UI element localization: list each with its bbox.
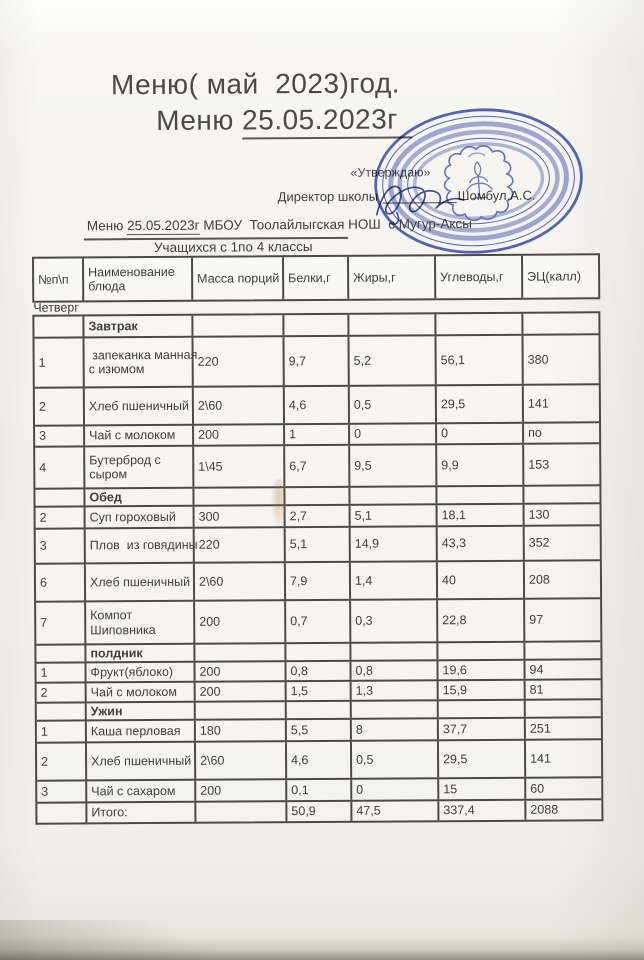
table-cell: 97: [529, 612, 544, 628]
table-cell: 37,7: [439, 719, 526, 740]
table-cell: 1,4: [351, 562, 438, 599]
table-cell: 4: [35, 447, 85, 487]
table-cell: [196, 702, 287, 719]
total-row: [37, 800, 601, 822]
table-cell: 47,5: [352, 801, 439, 821]
table-row: [35, 444, 599, 489]
subtitle-date-underlined: 25.05.2023г: [242, 103, 412, 139]
menu-org-line: [87, 216, 472, 233]
menu-table-body: [32, 311, 603, 824]
day-label: Четверг: [33, 300, 79, 315]
header-proteins: Белки,г: [284, 257, 349, 299]
table-cell: 0,5: [352, 741, 439, 778]
table-cell: 1\45: [194, 446, 285, 487]
table-cell: 200: [195, 662, 286, 681]
table-cell: 2\60: [194, 387, 285, 424]
table-cell: [526, 700, 601, 716]
menu-table-header: [32, 253, 600, 302]
table-cell: 1: [37, 721, 87, 741]
header-fats: Жиры,г: [349, 256, 436, 299]
paper-stain: [271, 478, 286, 526]
table-cell: Плов из говядины: [86, 529, 195, 563]
table-cell: 200: [194, 425, 285, 445]
table-cell: 220: [195, 528, 286, 562]
table-cell: 0,1: [287, 780, 352, 800]
table-cell: 2: [37, 743, 87, 779]
table-cell: 15,9: [439, 681, 526, 700]
table-cell: 200: [196, 682, 287, 701]
table-cell: [437, 487, 524, 504]
table-cell: 19,6: [438, 661, 525, 680]
table-cell: [285, 488, 350, 504]
table-cell: Каша перловая: [87, 721, 196, 742]
table-cell: 1,5: [287, 682, 352, 700]
table-cell: [37, 803, 87, 822]
table-cell: [438, 643, 525, 660]
director-name: Шомбул.А.С.: [457, 187, 536, 204]
table-cell: 141: [527, 396, 549, 411]
table-cell: 251: [529, 721, 551, 736]
table-cell: 9,5: [350, 445, 437, 486]
table-row: [34, 335, 598, 388]
table-cell: Компот Шиповника: [86, 602, 195, 644]
table-cell: 0,8: [286, 662, 351, 680]
table-cell: Хлеб пшеничный: [85, 388, 194, 425]
table-cell: 180: [196, 720, 287, 741]
table-cell: 3: [35, 426, 85, 445]
table-cell: 337,4: [439, 801, 526, 821]
table-cell: 3: [36, 529, 86, 562]
table-cell: 5,2: [349, 336, 436, 385]
table-cell: 81: [529, 682, 544, 697]
table-cell: 7,9: [286, 563, 351, 599]
table-row: [37, 740, 601, 781]
table-cell: 2\60: [196, 742, 287, 779]
table-cell: 60: [530, 781, 545, 796]
table-cell: 5,5: [287, 720, 352, 740]
table-cell: Хлеб пшеничный: [86, 564, 195, 601]
table-cell: 0: [352, 779, 439, 800]
section-label: полдник: [86, 645, 195, 662]
table-cell: 200: [196, 780, 287, 801]
table-cell: 352: [528, 535, 550, 551]
table-cell: 0,3: [351, 600, 438, 642]
table-cell: 220: [193, 337, 284, 386]
table-cell: Хлеб пшеничный: [87, 743, 196, 780]
table-cell: 300: [195, 506, 286, 527]
table-cell: [196, 802, 287, 822]
table-cell: Бутерброд с сыром: [85, 447, 194, 488]
table-cell: 5,1: [351, 505, 438, 526]
table-cell: 15: [439, 779, 526, 800]
header-energy: ЭЦ(калл): [527, 269, 582, 284]
header-portion-mass: Масса порций: [193, 257, 284, 300]
table-cell: 7: [36, 602, 86, 643]
table-cell: 18,1: [438, 505, 525, 526]
table-cell: [36, 645, 86, 661]
table-cell: [350, 487, 437, 504]
table-cell: Чай с сахаром: [87, 781, 196, 802]
table-cell: 29,5: [439, 741, 526, 778]
table-cell: 1,3: [352, 681, 439, 700]
table-cell: 2: [36, 507, 86, 527]
section-label: Обед: [85, 489, 194, 506]
table-cell: 2,7: [286, 506, 351, 526]
table-cell: 141: [530, 751, 551, 766]
table-cell: 9,7: [284, 337, 349, 385]
table-cell: 208: [528, 572, 550, 587]
header-carbs: Углеводы,г: [436, 256, 523, 299]
table-cell: [193, 315, 284, 336]
table-cell: [195, 644, 286, 661]
table-cell: Суп гороховый: [86, 507, 195, 528]
table-cell: [284, 315, 349, 335]
table-cell: [34, 316, 84, 336]
table-cell: по: [528, 425, 542, 441]
table-cell: запеканка манная с изюмом: [84, 338, 193, 387]
table-cell: [351, 643, 438, 660]
table-cell: [524, 486, 599, 502]
table-cell: 9,9: [437, 445, 524, 486]
table-cell: 56,1: [436, 336, 523, 385]
table-cell: [525, 642, 600, 658]
table-cell: [287, 702, 352, 718]
table-cell: 4,6: [287, 742, 352, 778]
table-cell: [286, 644, 351, 660]
table-cell: 0: [437, 424, 524, 444]
table-cell: 6: [36, 564, 86, 600]
table-cell: 0,5: [350, 386, 437, 423]
table-cell: 8: [352, 719, 439, 740]
table-cell: 40: [438, 562, 525, 599]
table-row: [36, 561, 600, 602]
table-cell: 0,7: [286, 601, 351, 642]
table-cell: 0: [350, 424, 437, 444]
section-label: Ужин: [87, 703, 196, 720]
table-cell: 2: [37, 683, 87, 701]
table-cell: 380: [527, 352, 549, 367]
header-number: №п\п: [34, 258, 84, 300]
table-cell: 2: [35, 388, 85, 424]
org-line-prefix: Меню: [86, 218, 128, 234]
header-dish-name: Наименование блюда: [84, 258, 193, 301]
table-cell: 94: [529, 662, 544, 677]
table-row: [35, 385, 599, 426]
table-cell: 1: [34, 338, 84, 386]
table-cell: 153: [528, 457, 550, 472]
table-cell: 130: [528, 507, 550, 522]
table-cell: [35, 489, 85, 505]
table-cell: [37, 703, 87, 719]
table-cell: 2\60: [195, 563, 286, 600]
table-cell: 200: [195, 601, 286, 643]
table-cell: 29,5: [437, 386, 524, 423]
table-cell: Фрукт(яблоко): [86, 663, 195, 682]
table-cell: 6,7: [285, 446, 350, 486]
section-label: Завтрак: [84, 316, 193, 337]
table-cell: 0,8: [351, 661, 438, 680]
table-cell: 1: [36, 663, 86, 681]
table-cell: 1: [285, 425, 350, 444]
org-line-date: 25.05.2023г: [127, 217, 200, 234]
table-cell: 50,9: [287, 802, 352, 821]
table-cell: [439, 701, 526, 718]
table-cell: [523, 313, 598, 333]
table-cell: 22,8: [438, 600, 525, 642]
table-cell: 14,9: [351, 527, 438, 561]
table-cell: 3: [37, 781, 87, 801]
subtitle-prefix: Меню: [156, 104, 243, 136]
students-line: Учащихся с 1по 4 классы: [153, 239, 313, 256]
approval-label: «Утверждаю»: [350, 165, 431, 180]
page-title: Меню( май 2023)год.: [110, 67, 401, 101]
table-cell: [352, 701, 439, 718]
table-cell: 2088: [530, 802, 559, 818]
org-line-rest: МБОУ Тоолайлыгская НОШ с Мугур-Аксы: [199, 216, 472, 233]
table-row: [36, 599, 600, 645]
table-cell: 4,6: [285, 387, 350, 423]
director-label: Директор школы: [277, 188, 379, 205]
table-cell: [349, 314, 436, 335]
table-cell: Чай с молоком: [87, 683, 196, 702]
table-cell: 43,3: [438, 527, 525, 561]
table-cell: [436, 314, 523, 335]
table-row: [36, 526, 600, 564]
table-cell: Итого:: [87, 803, 196, 823]
table-cell: 5,1: [286, 528, 351, 561]
table-cell: Чай с молоком: [85, 426, 194, 446]
